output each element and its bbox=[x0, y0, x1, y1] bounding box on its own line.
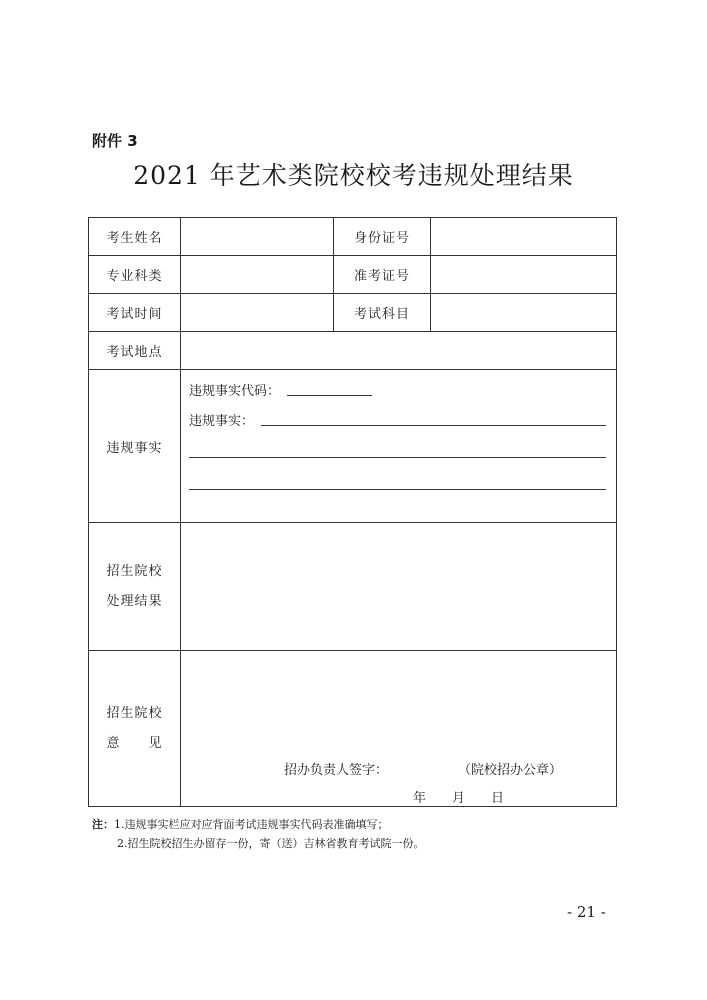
result-label-line2: 处理结果 bbox=[106, 593, 163, 609]
result-label-cell bbox=[89, 523, 181, 651]
opinion-field[interactable] bbox=[181, 651, 617, 807]
exam-subject-field[interactable] bbox=[431, 294, 617, 332]
note-1: 1.违规事实栏应对应背面考试违规事实代码表准确填写； bbox=[114, 818, 389, 831]
exam-location-field[interactable] bbox=[181, 332, 617, 370]
page-number: - 21 - bbox=[567, 903, 606, 921]
attachment-label: 附件 3 bbox=[92, 132, 138, 150]
exam-time-field[interactable] bbox=[181, 294, 334, 332]
result-label-line1: 招生院校 bbox=[106, 563, 163, 579]
exam-time-label: 考试时间 bbox=[89, 294, 181, 332]
date-label: 年 月 日 bbox=[413, 791, 505, 806]
violation-fact-line-2[interactable] bbox=[189, 457, 606, 458]
violation-fact-line-3[interactable] bbox=[189, 489, 606, 490]
id-number-field[interactable] bbox=[431, 218, 617, 256]
note-2: 2.招生院校招生办留存一份，寄（送）吉林省教育考试院一份。 bbox=[117, 837, 425, 850]
opinion-label-line2: 意 见 bbox=[106, 735, 163, 751]
major-field[interactable] bbox=[181, 256, 334, 294]
exam-location-label: 考试地点 bbox=[89, 332, 181, 370]
name-label: 考生姓名 bbox=[89, 218, 181, 256]
violation-label: 违规事实 bbox=[89, 370, 181, 523]
opinion-label-cell bbox=[89, 651, 181, 807]
ticket-number-field[interactable] bbox=[431, 256, 617, 294]
major-label: 专业科类 bbox=[89, 256, 181, 294]
violation-fact-line-1[interactable] bbox=[261, 425, 606, 426]
page-title: 2021 年艺术类院校校考违规处理结果 bbox=[133, 161, 574, 190]
ticket-number-label: 准考证号 bbox=[334, 256, 431, 294]
id-number-label: 身份证号 bbox=[334, 218, 431, 256]
notes-header: 注： bbox=[92, 818, 114, 831]
notes bbox=[92, 815, 425, 853]
opinion-label-line1: 招生院校 bbox=[106, 705, 163, 721]
signature-label: 招办负责人签字： bbox=[284, 763, 389, 778]
note-1-row bbox=[92, 815, 425, 834]
name-field[interactable] bbox=[181, 218, 334, 256]
violation-code-label: 违规事实代码： bbox=[189, 384, 281, 399]
violation-code-line[interactable] bbox=[287, 395, 372, 396]
violation-fact-label: 违规事实： bbox=[189, 414, 255, 429]
violation-details-cell bbox=[181, 370, 617, 523]
seal-label: （院校招办公章） bbox=[458, 763, 563, 778]
result-field[interactable] bbox=[181, 523, 617, 651]
violation-form-table bbox=[88, 217, 617, 807]
exam-subject-label: 考试科目 bbox=[334, 294, 431, 332]
